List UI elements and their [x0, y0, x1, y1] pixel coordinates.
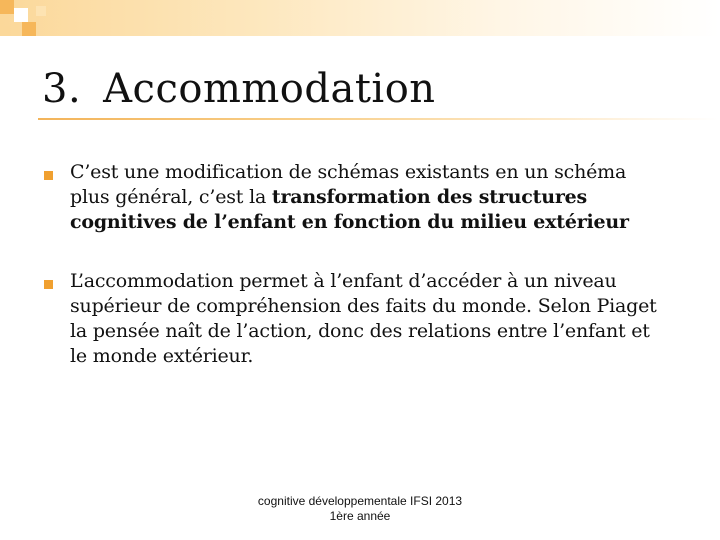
slide-footer: [232, 494, 488, 524]
header-decoration-band: [0, 0, 720, 36]
bullet-text: C’est une modification de schémas existants en un schéma plus général, c’est la transformation des structures cognitives de l’enfant en fonction du milieu extérieur: [70, 161, 629, 233]
footer-line: 1ère année: [329, 509, 391, 523]
decorative-square: [0, 26, 10, 36]
decorative-square: [22, 22, 36, 36]
square-bullet-icon: [44, 280, 53, 289]
decorative-square: [36, 6, 46, 16]
title-text: Accommodation: [103, 66, 436, 112]
square-bullet-icon: [44, 171, 53, 180]
bullet-list: [44, 160, 684, 403]
bullet-item: [44, 269, 684, 369]
decorative-square: [14, 8, 28, 22]
decorative-square: [0, 0, 14, 14]
bullet-bold-text: transformation des structures cognitives de l’enfant en fonction du milieu extérieur: [70, 186, 629, 233]
title-number: 3.: [42, 66, 82, 112]
bullet-text: L’accommodation permet à l’enfant d’accéder à un niveau supérieur de compréhension des faits du monde. Selon Piaget la pensée naît de l’action, donc des relations entre l’enfant et le monde extérieur.: [70, 270, 657, 367]
title-underline: [38, 118, 718, 120]
bullet-item: [44, 160, 684, 235]
slide-title: [42, 66, 436, 112]
footer-line: cognitive développementale IFSI 2013: [257, 494, 463, 508]
